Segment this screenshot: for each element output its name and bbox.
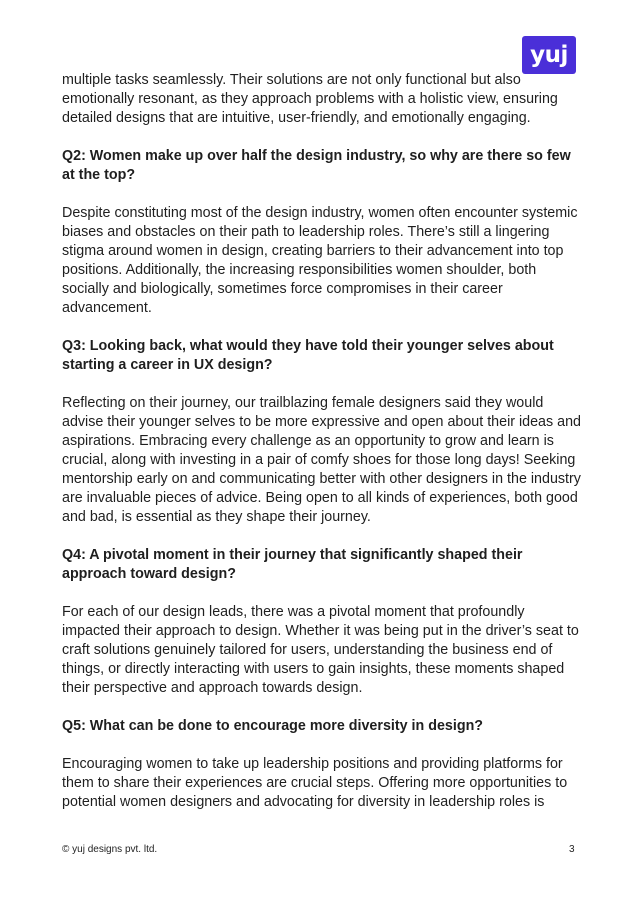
- page-content: [62, 71, 582, 831]
- answer-4-paragraph: For each of our design leads, there was a pivotal moment that profoundly impacted their approach to design. Whether it was being put in the driver’s seat to craft solutions genuinely tailored for users, understanding the business end of things, or directly interacting with users to gain insights, these moments shaped their perspective and approach towards design.: [62, 604, 579, 696]
- logo-text: yuj: [530, 41, 568, 68]
- answer-5-paragraph: Encouraging women to take up leadership positions and providing platforms for them to share their experiences are crucial steps. Offering more opportunities to potential women designers and advocating for diversity in leadership roles is: [62, 756, 568, 810]
- answer-2-paragraph: Despite constituting most of the design industry, women often encounter systemic biases and obstacles on their path to leadership roles. There’s still a lingering stigma around women in design, creating barriers to their advancement into top positions. Additionally, the increasing responsibilities women shoulder, both socially and biologically, sometimes force compromises in their career advancement.: [62, 205, 578, 316]
- question-5-heading: Q5: What can be done to encourage more diversity in design?: [62, 718, 484, 734]
- answer-3-paragraph: Reflecting on their journey, our trailblazing female designers said they would advise their younger selves to be more expressive and open about their ideas and aspirations. Embracing every challenge as an opportunity to grow and learn is crucial, along with investing in a pair of comfy shoes for those long days! Seeking mentorship early on and communicating better with other designers in the industry are invaluable pieces of advice. Being open to all kinds of experiences, both good and bad, is essential as they shape their journey.: [62, 395, 581, 525]
- page-number: 3: [569, 844, 575, 855]
- question-4-heading: Q4: A pivotal moment in their journey that significantly shaped their approach toward design?: [62, 547, 523, 582]
- yuj-logo: [522, 36, 576, 74]
- question-2-heading: Q2: Women make up over half the design industry, so why are there so few at the top?: [62, 148, 571, 183]
- footer-copyright: © yuj designs pvt. ltd.: [62, 844, 158, 855]
- question-3-heading: Q3: Looking back, what would they have told their younger selves about starting a career in UX design?: [62, 338, 554, 373]
- intro-paragraph: multiple tasks seamlessly. Their solutions are not only functional but also emotionally resonant, as they approach problems with a holistic view, ensuring detailed designs that are intuitive, user-friendly, and emotionally engaging.: [62, 72, 558, 126]
